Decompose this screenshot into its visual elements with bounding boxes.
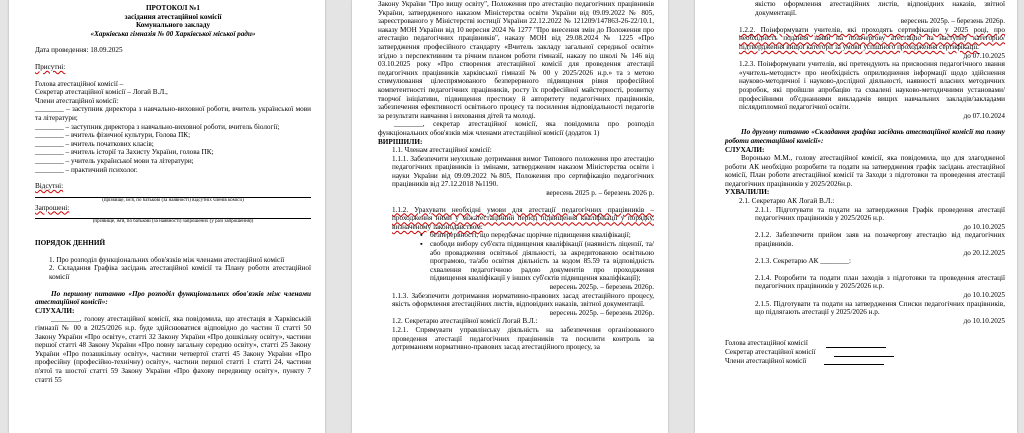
protocol-subtitle: Комунального закладу (135, 21, 211, 30)
heard-text: ________, голову атестаційної комісії, яка повідомила, що атестація в Харківській гімназії № 00 в 2025/2026 н.р. буде здійснюватися відповідно до частин її статті 50 Закону України «Про освіту», статті 32 Закону України «Про дошкільну освіту», частини першої статті 48 Закону України «Про повну загальну середню освіту», статті 25 Закону України «Про позашкільну освіту», частини четвертої статті 45 Закону України «Про професійну (професійно-технічну) освіту», частини першої статті 1 статті 24, частини п'ятої та шостої статті 59 Закону України «Про фахову передвищу освіту», пункту 7 статті 55 (35, 315, 311, 384)
deadline: вересень 2025р. – березень 2026р. (549, 308, 654, 317)
decision-item: 2.1.3. Секретарю АК ________: (755, 257, 852, 266)
member-line: ________ – вчитель історії та Захисту України, голова ПК; (35, 148, 214, 157)
agenda-item: 1. Про розподіл функціональних обов'язків між членами атестаційної комісії (49, 255, 285, 264)
absent-label: Відсутні: (35, 182, 64, 191)
decision-item: 2.1.1. Підготувати та подати на затвердження Графік проведення атестації педагогічних працівників у 2025/2026 н.р. (755, 205, 1005, 223)
signature-blank (824, 364, 884, 365)
list-item: ▪ свободи вибору суб'єкта підвищення кваліфікації (наявність ліцензії, та/або провадження освітньої діяльності, за акредитованою освітньою програмою, та/або освітня діяльність за кодом 85.59 та відповідність схвалення педагогічною радою документів про проходження підвищення кваліфікації у інших суб'єктів підвищення кваліфікації); (378, 240, 654, 283)
decision-item: 2.1.2. Забезпечити прийом заяв на позачергову атестацію від педагогічних працівників. (755, 231, 1005, 249)
protocol-title: ПРОТОКОЛ №1 (145, 4, 201, 12)
document-page-2 (352, 0, 668, 433)
question-intro: По другому питанню «Складання графіка засідань атестаційної комісії та плану роботи атестаційної комісії»: (725, 128, 1005, 145)
signature-label: Члени атестаційної комісії (725, 356, 807, 365)
body-paragraph: ________, секретар атестаційної комісії, яка повідомила про розподіл функціональних обов'язків між членами атестаційної комісії (додаток 1) (378, 120, 654, 137)
decision-item: 1.1.3. Забезпечити дотримання нормативно-правових засад атестаційного процесу, якість оформлення атестаційних листів, відповідних наказів, звітної документації. (392, 291, 654, 309)
invited-label: Запрошені: (35, 203, 70, 212)
agenda-item: 2. Складання Графіка засідань атестаційної комісії та Плану роботи атестаційної комісії (49, 264, 311, 282)
signature-line (725, 348, 1005, 357)
deadline: до 10.10.2025 (963, 222, 1005, 231)
decision-item: 2.1. Секретарю АК Логай В.Л.: (739, 197, 835, 206)
protocol-subtitle: «Харківська гімназія № 00 Харківської міської ради» (90, 29, 256, 38)
member-line: ________ – вчитель початкових класів; (35, 139, 154, 148)
member-line: ________ – заступник директора з навчально-виховної роботи, вчитель біології; (35, 122, 280, 131)
absent-note: (прізвище, ім'я, по батькові (за наявності) відсутніх членів комісії) (102, 197, 244, 203)
present-label: Присутні: (35, 62, 66, 71)
deadline: до 20.12.2025 (963, 248, 1005, 257)
signature-label: Голова атестаційної комісії (725, 339, 808, 348)
member-line: Голова атестаційної комісії – (35, 79, 124, 88)
resolved-label: ВИРІШИЛИ: (378, 137, 423, 146)
decision-item: 1.2.1. Спрямувати управлінську діяльність на забезпечення організованого проведення атестації педагогічних працівників та посилити контроль за дотриманням нормативно-правових засад атестаційного процесу, за (392, 325, 654, 352)
signature-line (725, 357, 1005, 366)
body-paragraph: Закону України "Про вищу освіту", Положення про атестацію педагогічних працівників України, затвердженого наказом Міністерства освіти України від 09.09.2022 № 805, зареєстрованого у Міністерстві юстиції України 22.12.2022 № 121209/147863-26-22/10.1, наказу МОН України від 10 вересня 2024 № 1277 "Про внесення змін до Положення про атестацію педагогічних працівників", наказу МОН від 29.08.2024 № 1225 «Про затвердження професійного стандарту «Вчитель закладу загальної середньої освіти» згідно з перспективним та річним планом роботи гімназії, наказу по школі № 146 від 03.10.2025 року «Про створення атестаційної комісії для проведення атестації педагогічних працівників харківської гімназії № 00 у 2025/2026 н.р.» та з метою стимулювання цілеспрямованого безперервного підвищення рівня професійної компетентності педагогічних працівників, росту їх професійної майстерності, розвитку творчої ініціативи, підвищення престижу й авторитету педагогічних працівників, забезпечення ефективності освітнього процесу та посилення відповідальності педагогів за результати навчання і виховання дітей та молоді. (378, 0, 654, 120)
heard-label: СЛУХАЛИ: (725, 145, 765, 154)
member-line: ________ – вчитель фізичної культури, Голова ПК; (35, 131, 191, 140)
meeting-date: Дата проведення: 18.09.2025 (35, 46, 123, 55)
deadline: до 10.10.2025 (963, 291, 1005, 299)
member-line: ________ – заступник директора з навчально-виховної роботи, вчитель української мови та літератури; (35, 105, 311, 122)
decision-item: 1.1.1. Забезпечити неухильне дотримання вимог Типового положення про атестацію педагогічних працівників із змінами, затвердженим наказом Міністерства освіти і науки України від 09.09.2022 №805, Положення про сертифікацію педагогічних працівників від 27.12.2018 №1190. (392, 154, 654, 189)
deadline: вересень 2025 р. – березень 2026 р. (546, 189, 654, 198)
member-line: ________ – учитель української мови та літератури; (35, 156, 194, 165)
heard-label: СЛУХАЛИ: (35, 306, 75, 315)
agenda-title: ПОРЯДОК ДЕННИЙ (35, 239, 106, 248)
list-item: ▪ безперервності, що передбачає щорічне підвищення кваліфікації; (378, 231, 654, 240)
member-line: Секретар атестаційної комісії – Логай В.Л., (35, 88, 168, 97)
deadline: вересень 2025р. – березень 2026р. (549, 283, 654, 291)
document-page-3 (695, 0, 1017, 433)
invited-note: (прізвище, ім'я, по батькові (за наявності) запрошених (у разі запрошення)) (92, 219, 254, 225)
decision-item: 2.1.4. Розробити та подати план заходів з підготовки та проведення атестації педагогічних працівників у 2025/2026 н.р. (755, 273, 1005, 291)
protocol-subtitle: засідання атестаційної комісії (124, 12, 222, 21)
deadline: до 07.10.2025 (963, 51, 1005, 60)
decision-item: 1.2. Секретарю атестаційної комісії Логай В.Л.: (392, 317, 538, 326)
question-intro: По першому питанню «Про розподіл функціональних обов'язків між членами атестаційної комісії»: (35, 289, 311, 307)
deadline: до 07.10.2024 (963, 111, 1005, 120)
decision-item: 1.2.2. Поінформувати учителів, які проходять сертифікацію у 2025 році, про необхідність подання заяви на позачергову атестацію на наступну категорію/підтвердження вищої категорії за умови успішного проходження сертифікації. (739, 25, 1005, 51)
deadline: до 10.10.2025 (963, 316, 1005, 325)
decision-item: 1.1. Членам атестаційної комісії: (392, 146, 492, 155)
resolved-label: УХВАЛИЛИ: (725, 188, 770, 197)
decision-item: 2.1.5. Підготувати та подати на затвердження Списки педагогічних працівників, що підлягають атестації у 2025/2026 н.р. (755, 299, 1005, 317)
deadline: вересень 2025р. – березень 2026р. (900, 17, 1005, 26)
member-line: ________ – практичний психолог. (35, 165, 138, 174)
member-line: Члени атестаційної комісії: (35, 96, 119, 105)
body-paragraph: якістю оформлення атестаційних листів, відповідних наказів, звітної документації. (755, 0, 1005, 17)
signature-label: Секретар атестаційної комісії (725, 347, 816, 356)
document-page-1 (9, 0, 325, 433)
signature-line (725, 339, 1005, 348)
decision-item: 1.1.2. Урахувати необхідні умови для атестації педагогічних працівників – проходження ними у міжатестаційний період підвищення кваліфікації у порядку, визначеному законодавством: (392, 205, 654, 231)
heard-text: Воронько М.М., голову атестаційної комісії, яка повідомила, що для злагодженої роботи АК необхідно розробити та подати на затвердження графік засідань атестаційної комісії, План роботи атестаційної комісії та Заходи з підготовки та проведення атестації педагогічних працівників у 2025/2026н.р. (725, 154, 1005, 188)
decision-item: 1.2.3. Поінформувати учителів, які претендують на присвоєння педагогічного звання «учитель-методист» про необхідність оприлюднення інформації щодо здійснення науково-методичної і науково-дослідної діяльності, наявності власних методичних розробок, які пройшли апробацію та схвалені науково-методичними установами/професійними об'єднаннями викладачів вищих навчальних закладів/закладами післядипломної педагогічної освіти. (739, 60, 1005, 112)
